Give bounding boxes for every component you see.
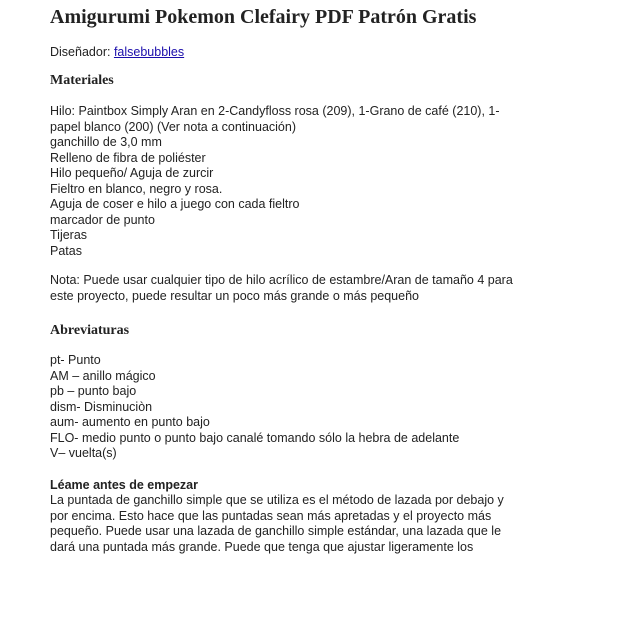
read-before-line: por encima. Esto hace que las puntadas sean más apretadas y el proyecto más: [50, 508, 492, 523]
abbreviation-line: AM – anillo mágico: [50, 368, 156, 383]
designer-link[interactable]: falsebubbles: [113, 45, 185, 59]
materials-line: papel blanco (200) (Ver nota a continuación): [50, 119, 296, 134]
read-before-heading: Léame antes de empezar: [50, 477, 198, 492]
abbreviation-line: V– vuelta(s): [50, 446, 117, 460]
materials-heading: Materiales: [50, 73, 114, 88]
designer-line: [50, 44, 610, 60]
read-before-line: pequeño. Puede usar una lazada de ganchillo simple estándar, una lazada que le: [50, 524, 502, 538]
abbreviation-line: pt- Punto: [50, 353, 101, 367]
note-line: este proyecto, puede resultar un poco más grande o más pequeño: [50, 288, 419, 303]
materials-line: Aguja de coser e hilo a juego con cada fieltro: [50, 197, 300, 211]
note-line: Nota: Puede usar cualquier tipo de hilo acrílico de estambre/Aran de tamaño 4 para: [50, 273, 513, 287]
materials-line: ganchillo de 3,0 mm: [50, 135, 162, 149]
read-before-line: dará una puntada más grande. Puede que tenga que ajustar ligeramente los: [50, 539, 474, 554]
document-content: [50, 4, 610, 555]
materials-line: Hilo pequeño/ Aguja de zurcir: [50, 166, 214, 180]
materials-line: Patas: [50, 243, 82, 258]
abbreviation-line: pb – punto bajo: [50, 384, 137, 398]
read-before-line: La puntada de ganchillo simple que se utiliza es el método de lazada por debajo y: [50, 493, 504, 507]
materials-line: Tijeras: [50, 228, 88, 242]
designer-label: Diseñador:: [50, 45, 114, 59]
materials-list: [50, 104, 610, 259]
materials-line: marcador de punto: [50, 212, 155, 227]
abbreviation-line: FLO- medio punto o punto bajo canalé tomando sólo la hebra de adelante: [50, 430, 460, 445]
abbreviation-line: dism- Disminuciòn: [50, 399, 153, 414]
materials-line: Relleno de fibra de poliéster: [50, 150, 206, 165]
abbreviation-line: aum- aumento en punto bajo: [50, 415, 210, 429]
abbreviations-heading: Abreviaturas: [50, 323, 130, 338]
abbreviations-list: [50, 353, 610, 462]
materials-line: Fieltro en blanco, negro y rosa.: [50, 181, 223, 196]
materials-line: Hilo: Paintbox Simply Aran en 2-Candyfloss rosa (209), 1-Grano de café (210), 1-: [50, 104, 500, 118]
read-before-paragraph: [50, 493, 610, 555]
note-paragraph: [50, 273, 610, 304]
page-title: Amigurumi Pokemon Clefairy PDF Patrón Gratis: [50, 6, 477, 28]
